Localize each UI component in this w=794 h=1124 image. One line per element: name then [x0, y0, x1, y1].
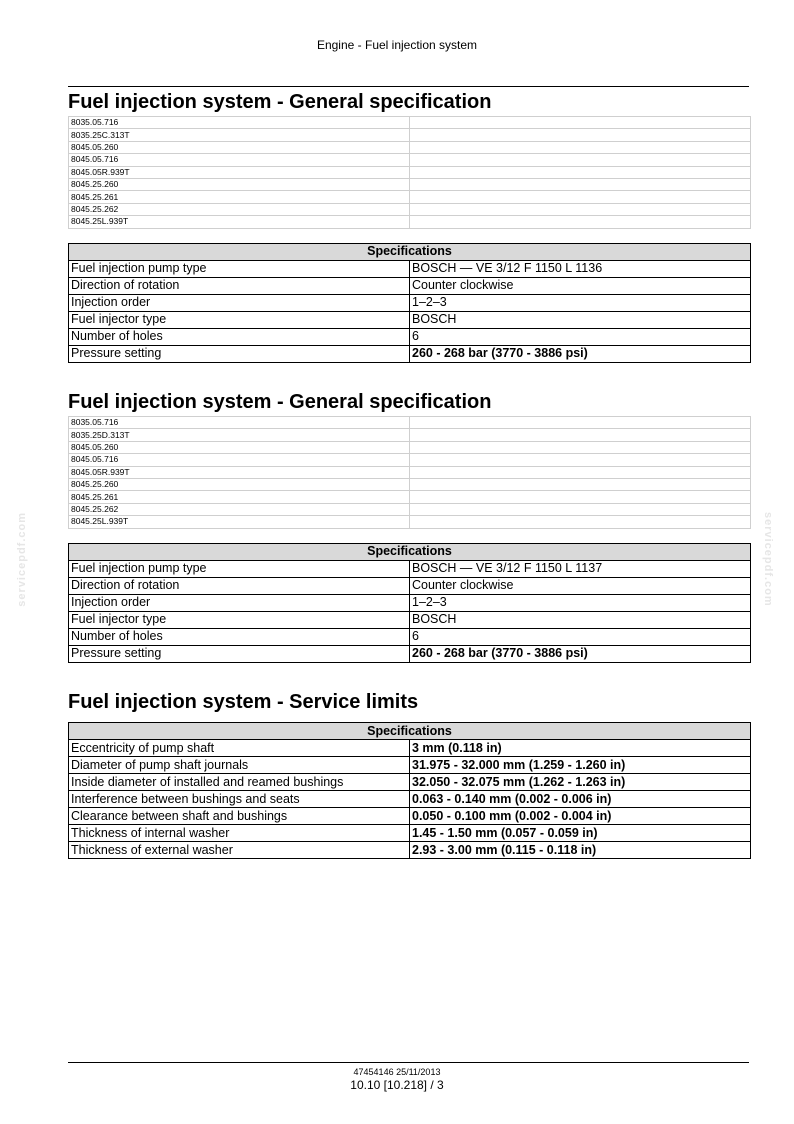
spec-label: Pressure setting	[69, 345, 410, 362]
model-row	[69, 166, 751, 178]
spec-value: Counter clockwise	[410, 577, 751, 594]
model-row	[69, 191, 751, 203]
model-code: 8045.05.716	[69, 154, 410, 166]
watermark-right: servicepdf.com	[762, 512, 774, 607]
spec-row	[69, 791, 751, 808]
model-row	[69, 216, 751, 228]
model-row	[69, 178, 751, 190]
section-title: Fuel injection system - General specification	[68, 91, 492, 113]
spec-row	[69, 825, 751, 842]
spec-label: Pressure setting	[69, 645, 410, 662]
spec-row	[69, 277, 751, 294]
spec-row	[69, 842, 751, 859]
spec-row	[69, 311, 751, 328]
spec-value: BOSCH	[410, 311, 751, 328]
model-code: 8045.25.260	[69, 478, 410, 490]
spec-label: Thickness of internal washer	[69, 825, 410, 842]
spec-row	[69, 808, 751, 825]
spec-label: Number of holes	[69, 628, 410, 645]
section-general-spec-1	[68, 88, 750, 363]
model-row	[69, 516, 751, 528]
model-code: 8045.05.260	[69, 141, 410, 153]
spec-row	[69, 628, 751, 645]
model-code: 8035.05.716	[69, 417, 410, 429]
spec-value: BOSCH — VE 3/12 F 1150 L 1136	[410, 260, 751, 277]
model-code: 8045.05.260	[69, 441, 410, 453]
spec-row	[69, 611, 751, 628]
spec-row	[69, 645, 751, 662]
spec-value: 3 mm (0.118 in)	[410, 740, 751, 757]
spec-row	[69, 774, 751, 791]
model-code: 8045.25L.939T	[69, 516, 410, 528]
model-row	[69, 429, 751, 441]
table-header: Specifications	[69, 723, 751, 740]
model-code: 8045.25.261	[69, 191, 410, 203]
spec-row	[69, 577, 751, 594]
model-code: 8045.05R.939T	[69, 166, 410, 178]
model-row	[69, 454, 751, 466]
model-code: 8045.05.716	[69, 454, 410, 466]
specifications-table	[68, 722, 751, 859]
spec-row	[69, 345, 751, 362]
model-code: 8045.05R.939T	[69, 466, 410, 478]
spec-label: Interference between bushings and seats	[69, 791, 410, 808]
spec-value: 32.050 - 32.075 mm (1.262 - 1.263 in)	[410, 774, 751, 791]
spec-label: Clearance between shaft and bushings	[69, 808, 410, 825]
spec-label: Fuel injector type	[69, 311, 410, 328]
watermark-left: servicepdf.com	[16, 512, 28, 607]
spec-value: 1.45 - 1.50 mm (0.057 - 0.059 in)	[410, 825, 751, 842]
spec-row	[69, 260, 751, 277]
model-row	[69, 141, 751, 153]
spec-row	[69, 328, 751, 345]
spec-value: 31.975 - 32.000 mm (1.259 - 1.260 in)	[410, 757, 751, 774]
spec-value: 6	[410, 328, 751, 345]
spec-row	[69, 294, 751, 311]
spec-row	[69, 560, 751, 577]
section-title: Fuel injection system - Service limits	[68, 691, 419, 713]
model-code: 8045.25.262	[69, 503, 410, 515]
model-row	[69, 503, 751, 515]
spec-label: Thickness of external washer	[69, 842, 410, 859]
spec-value: 1–2–3	[410, 294, 751, 311]
table-header: Specifications	[69, 243, 751, 260]
spec-label: Direction of rotation	[69, 577, 410, 594]
spec-row	[69, 594, 751, 611]
spec-label: Fuel injection pump type	[69, 260, 410, 277]
spec-value: 260 - 268 bar (3770 - 3886 psi)	[410, 345, 751, 362]
spec-label: Diameter of pump shaft journals	[69, 757, 410, 774]
model-row	[69, 417, 751, 429]
model-row	[69, 491, 751, 503]
specifications-table	[68, 543, 751, 663]
header-rule	[68, 86, 749, 87]
spec-label: Fuel injection pump type	[69, 560, 410, 577]
model-code: 8035.25C.313T	[69, 129, 410, 141]
spec-value: Counter clockwise	[410, 277, 751, 294]
spec-row	[69, 757, 751, 774]
spec-value: BOSCH — VE 3/12 F 1150 L 1137	[410, 560, 751, 577]
spec-label: Injection order	[69, 594, 410, 611]
model-list-table	[68, 116, 751, 229]
model-row	[69, 203, 751, 215]
model-code: 8045.25.260	[69, 178, 410, 190]
footer-rule	[68, 1062, 749, 1063]
spec-label: Fuel injector type	[69, 611, 410, 628]
spec-value: 1–2–3	[410, 594, 751, 611]
spec-label: Direction of rotation	[69, 277, 410, 294]
model-row	[69, 466, 751, 478]
spec-value: 0.050 - 0.100 mm (0.002 - 0.004 in)	[410, 808, 751, 825]
spec-label: Eccentricity of pump shaft	[69, 740, 410, 757]
model-row	[69, 129, 751, 141]
model-list-table	[68, 416, 751, 529]
running-header: Engine - Fuel injection system	[316, 38, 478, 52]
spec-value: 0.063 - 0.140 mm (0.002 - 0.006 in)	[410, 791, 751, 808]
specifications-table	[68, 243, 751, 363]
spec-label: Injection order	[69, 294, 410, 311]
section-service-limits	[68, 688, 750, 859]
footer-page-number: 10.10 [10.218] / 3	[350, 1078, 444, 1092]
spec-value: 2.93 - 3.00 mm (0.115 - 0.118 in)	[410, 842, 751, 859]
table-header: Specifications	[69, 543, 751, 560]
section-title: Fuel injection system - General specification	[68, 391, 492, 413]
section-general-spec-2	[68, 388, 750, 663]
spec-label: Inside diameter of installed and reamed bushings	[69, 774, 410, 791]
spec-value: 6	[410, 628, 751, 645]
spec-value: 260 - 268 bar (3770 - 3886 psi)	[410, 645, 751, 662]
model-row	[69, 117, 751, 129]
model-code: 8035.05.716	[69, 117, 410, 129]
model-code: 8045.25.261	[69, 491, 410, 503]
model-row	[69, 441, 751, 453]
model-row	[69, 154, 751, 166]
spec-row	[69, 740, 751, 757]
footer-doc-ref: 47454146 25/11/2013	[353, 1067, 441, 1077]
model-row	[69, 478, 751, 490]
model-code: 8045.25.262	[69, 203, 410, 215]
spec-value: BOSCH	[410, 611, 751, 628]
model-code: 8045.25L.939T	[69, 216, 410, 228]
spec-label: Number of holes	[69, 328, 410, 345]
model-code: 8035.25D.313T	[69, 429, 410, 441]
